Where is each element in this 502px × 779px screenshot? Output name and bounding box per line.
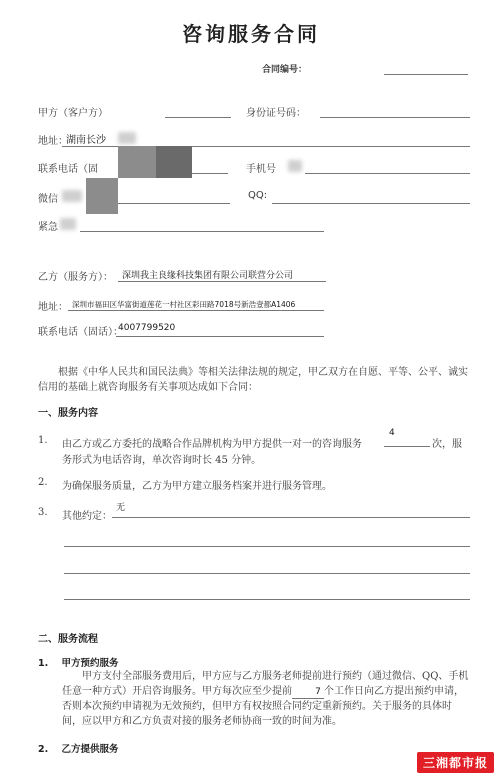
subsection-1-days[interactable]: 7 [292,687,324,699]
item-1-text-c: 务形式为电话咨询，单次咨询时长 45 分钟。 [62,455,262,466]
address-value: 湖南长沙 [66,135,106,146]
mobile-label: 手机号 [246,164,276,175]
subsection-2-title: 2. 乙方提供服务 [38,744,119,755]
redacted-phone-mosaic-2 [156,146,192,178]
document-title: 咨询服务合同 [182,22,320,46]
section-1-title: 一、服务内容 [38,408,98,419]
subsection-1-text-b: 个工作日向乙方提出预约申请，否则本次预约申请视为无效预约，但甲方有权按照合同约定重新预约。关于服务的具体时间，应以甲方和乙方负责对接的服务老师协商一致的时间为准。 [62,686,464,727]
party-b-address-field[interactable] [68,310,324,311]
item-2-text: 为确保服务质量，乙方为甲方建立服务档案并进行服务管理。 [62,481,332,492]
subsection-1-paragraph [62,669,470,729]
item-3-field-line-4[interactable] [64,599,470,600]
wechat-label: 微信 [38,194,58,205]
party-b-phone-label: 联系电话（固话）： [38,327,123,338]
subsection-1-text-a: 甲方支付全部服务费用后，甲方应与乙方服务老师提前进行预约（通过微信、QQ、手机任意一种方式）开启咨询服务。甲方每次应至少提前 [62,671,469,697]
redacted-mobile [288,160,302,172]
item-3-field-line-3[interactable] [64,573,470,574]
redacted-wechat-mosaic [86,178,118,214]
contract-number-label: 合同编号： [262,65,308,75]
contract-number-field[interactable] [384,74,468,75]
redacted-wechat [62,190,82,202]
qq-field[interactable] [272,203,470,204]
item-3-field[interactable] [112,517,470,518]
redacted-address [118,132,136,144]
subsection-1-title: 1. 甲方预约服务 [38,658,119,669]
item-1-count-field[interactable] [384,446,430,447]
section-2-title: 二、服务流程 [38,634,98,645]
qq-label: QQ: [248,190,268,201]
party-b-label: 乙方（服务方）： [38,272,113,283]
party-b-value: 深圳我主良缘科技集团有限公司联营分公司 [122,271,294,281]
id-number-field[interactable] [320,117,470,118]
party-b-phone-value: 4007799520 [118,323,176,333]
mobile-field[interactable] [305,173,470,174]
emergency-contact-field[interactable] [80,231,324,232]
party-b-address-value: 深圳市福田区华富街道莲花一村社区彩田路7018号新浩壹都A1406 [72,300,296,309]
party-b-address-label: 地址： [38,302,68,313]
intro-paragraph: 根据《中华人民共和国民法典》等相关法律法规的规定，甲乙双方在自愿、平等、公平、诚实信用的基础上就咨询服务有关事项达成如下合同： [38,367,468,393]
item-3-number: 3. [38,507,48,518]
newspaper-watermark-logo: 三湘都市报 [417,752,494,773]
item-1-number: 1. [38,435,48,446]
item-1-text-b: 次，服 [432,439,462,450]
item-1-session-count: 4 [389,428,395,438]
party-a-label: 甲方（客户方） [38,108,108,119]
party-b-field[interactable] [118,281,326,282]
address-label: 地址： [38,136,68,147]
redacted-emergency [60,218,76,230]
party-b-phone-field[interactable] [116,336,324,337]
item-1-text-a: 由乙方或乙方委托的战略合作品牌机构为甲方提供一对一的咨询服务 [62,439,362,450]
item-3-field-line-2[interactable] [64,546,470,547]
phone-label: 联系电话（固 [38,164,98,175]
item-3-value: 无 [116,503,126,513]
phone-field[interactable] [192,173,228,174]
id-number-label: 身份证号码： [246,108,306,119]
item-2-number: 2. [38,477,48,488]
item-3-label: 其他约定： [62,511,112,522]
emergency-contact-label: 紧急 [38,222,58,233]
wechat-field[interactable] [118,203,230,204]
party-a-field[interactable] [165,117,231,118]
redacted-phone-mosaic [118,146,156,178]
